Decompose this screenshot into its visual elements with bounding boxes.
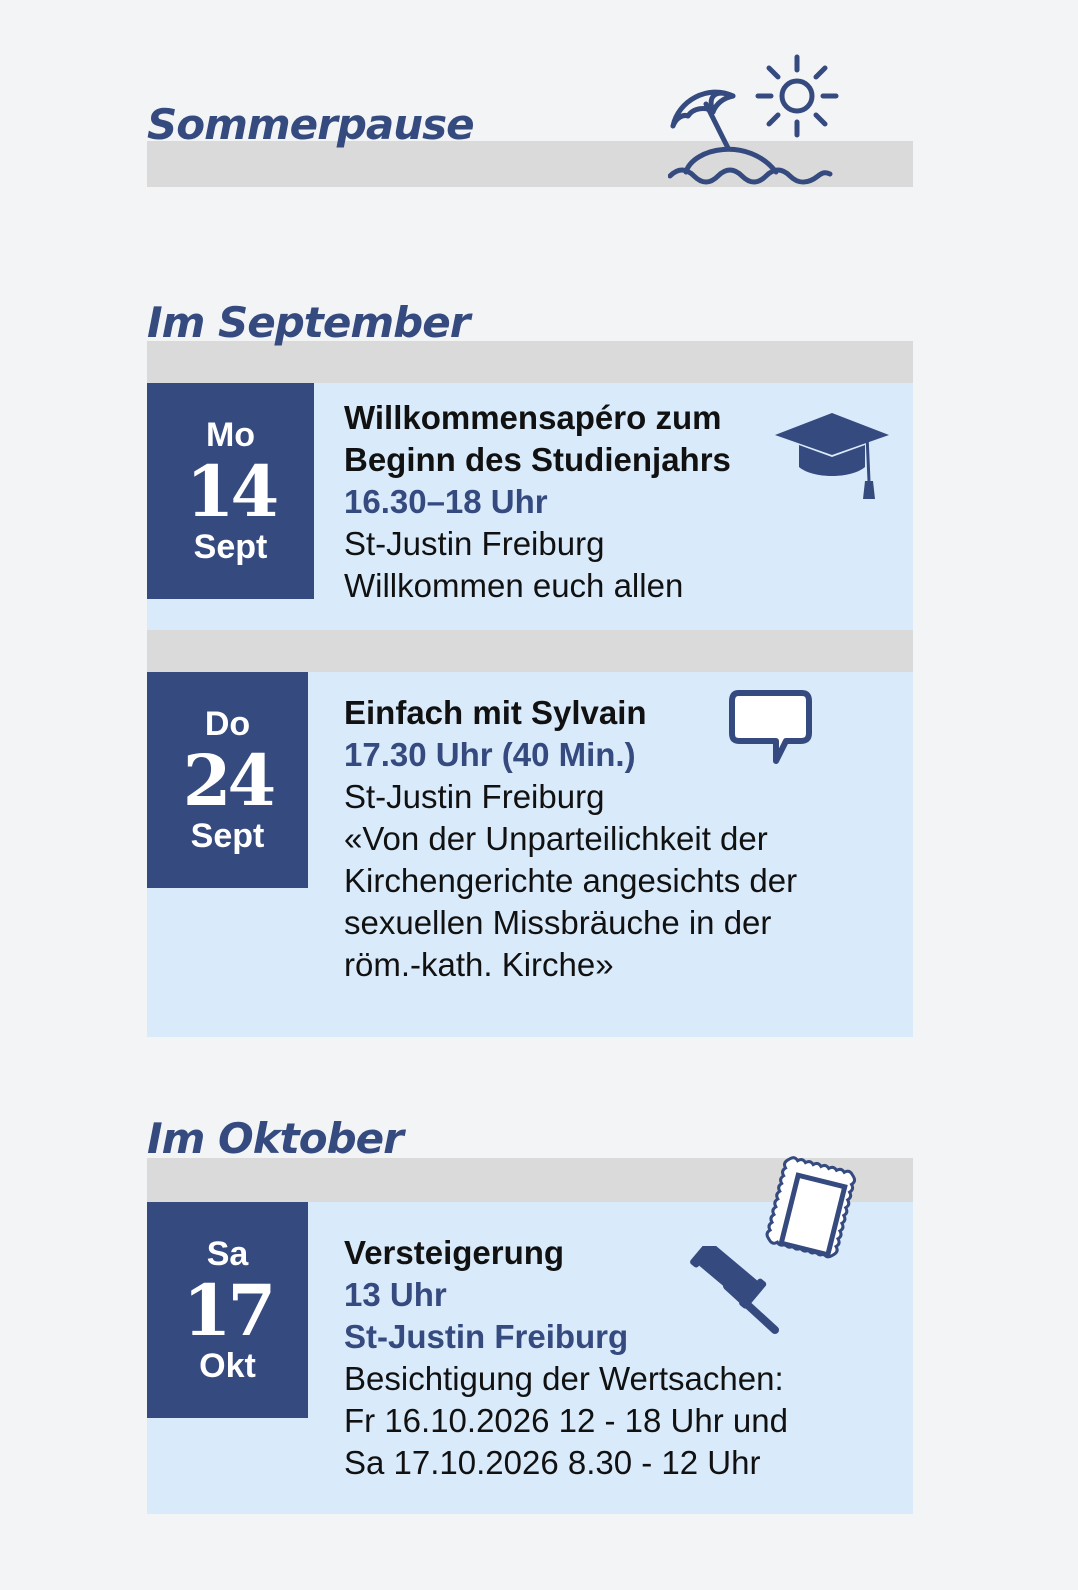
speech-bubble-icon (728, 689, 812, 769)
date-badge (147, 383, 314, 599)
event-detail-line: Besichtigung der Wertsachen: (344, 1360, 784, 1397)
event-detail-line: sexuellen Missbräuche in der (344, 904, 772, 941)
day-number: 17 (182, 1269, 273, 1352)
section-title-sommerpause: Sommerpause (147, 100, 474, 149)
event-detail-line: Sa 17.10.2026 8.30 - 12 Uhr (344, 1444, 761, 1481)
event-detail-line: Willkommen euch allen (344, 567, 684, 604)
event-time: 13 Uhr (344, 1276, 447, 1313)
event-detail-line: «Von der Unparteilichkeit der (344, 820, 768, 857)
event-card (147, 383, 913, 630)
month: Sept (193, 528, 268, 566)
day-number: 24 (182, 739, 273, 822)
weekday: Mo (205, 416, 256, 454)
date-badge (147, 672, 308, 888)
event-place: St-Justin Freiburg (344, 778, 605, 815)
weekday: Do (204, 705, 251, 743)
event-title-line: Beginn des Studienjahrs (344, 441, 731, 478)
date-badge (147, 1202, 308, 1418)
event-time: 16.30–18 Uhr (344, 483, 548, 520)
september-divider-band (147, 630, 913, 672)
event-detail-line: Kirchengerichte angesichts der (344, 862, 798, 899)
september-band (147, 341, 913, 383)
month: Sept (190, 817, 265, 855)
event-title-line: Versteigerung (344, 1234, 565, 1271)
section-title-oktober: Im Oktober (147, 1114, 403, 1163)
event-detail-line: röm.-kath. Kirche» (344, 946, 614, 983)
event-title-line: Willkommensapéro zum (344, 399, 722, 436)
section-title-september: Im September (147, 298, 470, 347)
event-card (147, 672, 913, 1037)
day-number: 14 (185, 450, 276, 533)
event-details (344, 397, 764, 607)
event-detail-line: Fr 16.10.2026 12 - 18 Uhr und (344, 1402, 788, 1439)
month: Okt (199, 1347, 256, 1385)
event-title-line: Einfach mit Sylvain (344, 694, 647, 731)
graduation-cap-icon (773, 411, 891, 503)
event-place: St-Justin Freiburg (344, 1318, 629, 1355)
weekday: Sa (206, 1235, 249, 1273)
event-time: 17.30 Uhr (40 Min.) (344, 736, 636, 773)
stamp-icon (759, 1156, 867, 1274)
event-place: St-Justin Freiburg (344, 525, 605, 562)
sun-icon (755, 54, 840, 139)
event-card (147, 1202, 913, 1514)
